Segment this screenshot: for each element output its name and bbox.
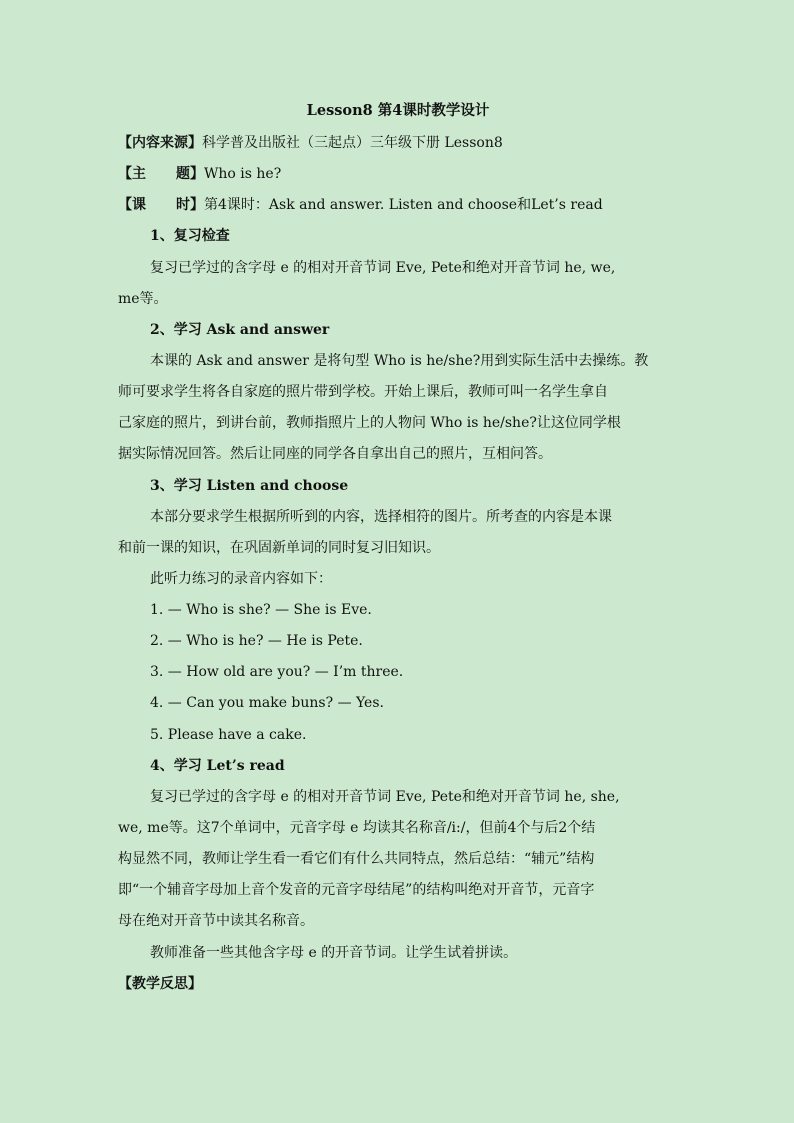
section-4-heading: 4、学习 Let’s read	[150, 758, 285, 774]
paragraph-line: 复习已学过的含字母 e 的相对开音节词 Eve, Pete和绝对开音节词 he, she,	[150, 789, 620, 805]
paragraph-line: 师可要求学生将各自家庭的照片带到学校。开始上课后，教师可叫一名学生拿自	[118, 384, 608, 400]
paragraph-line: 己家庭的照片，到讲台前，教师指照片上的人物问 Who is he/she?让这位同学根	[118, 415, 621, 431]
topic-row	[118, 165, 281, 183]
source-label: 【内容来源】	[118, 135, 202, 151]
paragraph-line: 母在绝对开音节中读其名称音。	[118, 913, 314, 929]
section-2-heading: 2、学习 Ask and answer	[150, 322, 330, 338]
list-item: 1. — Who is she? — She is Eve.	[150, 602, 372, 618]
document-title: Lesson8 第4课时教学设计	[306, 102, 490, 119]
period-label-close: 时】	[176, 197, 204, 213]
paragraph-line: 本课的 Ask and answer 是将句型 Who is he/she?用到实际生活中去操练。教	[150, 353, 649, 369]
paragraph-line: 复习已学过的含字母 e 的相对开音节词 Eve, Pete和绝对开音节词 he, we,	[150, 260, 616, 276]
section-1-heading: 1、复习检查	[150, 228, 230, 244]
source-value: 科学普及出版社（三起点）三年级下册 Lesson8	[202, 135, 503, 151]
period-row	[118, 196, 603, 214]
period-value: 第4课时：Ask and answer. Listen and choose和Let’s read	[204, 197, 603, 213]
paragraph-line: me等。	[118, 291, 168, 307]
source-row	[118, 134, 503, 152]
period-label-open: 【课	[118, 197, 146, 213]
paragraph-line: 据实际情况回答。然后让同座的同学各自拿出自己的照片，互相问答。	[118, 446, 552, 462]
list-item: 4. — Can you make buns? — Yes.	[150, 695, 384, 711]
paragraph-line: 此听力练习的录音内容如下：	[150, 571, 332, 587]
section-3-heading: 3、学习 Listen and choose	[150, 478, 349, 494]
paragraph-line: 即“一个辅音字母加上音个发音的元音字母结尾”的结构叫绝对开音节，元音字	[118, 882, 595, 898]
list-item: 2. — Who is he? — He is Pete.	[150, 633, 363, 649]
list-item: 3. — How old are you? — I’m three.	[150, 664, 404, 680]
paragraph-line: 本部分要求学生根据所听到的内容，选择相符的图片。所考查的内容是本课	[150, 509, 612, 525]
reflection-label: 【教学反思】	[118, 976, 202, 992]
paragraph-line: we, me等。这7个单词中，元音字母 e 均读其名称音/i:/，但前4个与后2个结	[118, 820, 596, 836]
paragraph-line: 教师准备一些其他含字母 e 的开音节词。让学生试着拼读。	[150, 945, 518, 961]
topic-value: Who is he?	[204, 166, 282, 182]
paragraph-line: 构显然不同，教师让学生看一看它们有什么共同特点，然后总结：“辅元”结构	[118, 851, 595, 867]
topic-label-close: 题】	[176, 166, 204, 182]
list-item: 5. Please have a cake.	[150, 727, 307, 743]
paragraph-line: 和前一课的知识，在巩固新单词的同时复习旧知识。	[118, 540, 440, 556]
topic-label-open: 【主	[118, 166, 146, 182]
